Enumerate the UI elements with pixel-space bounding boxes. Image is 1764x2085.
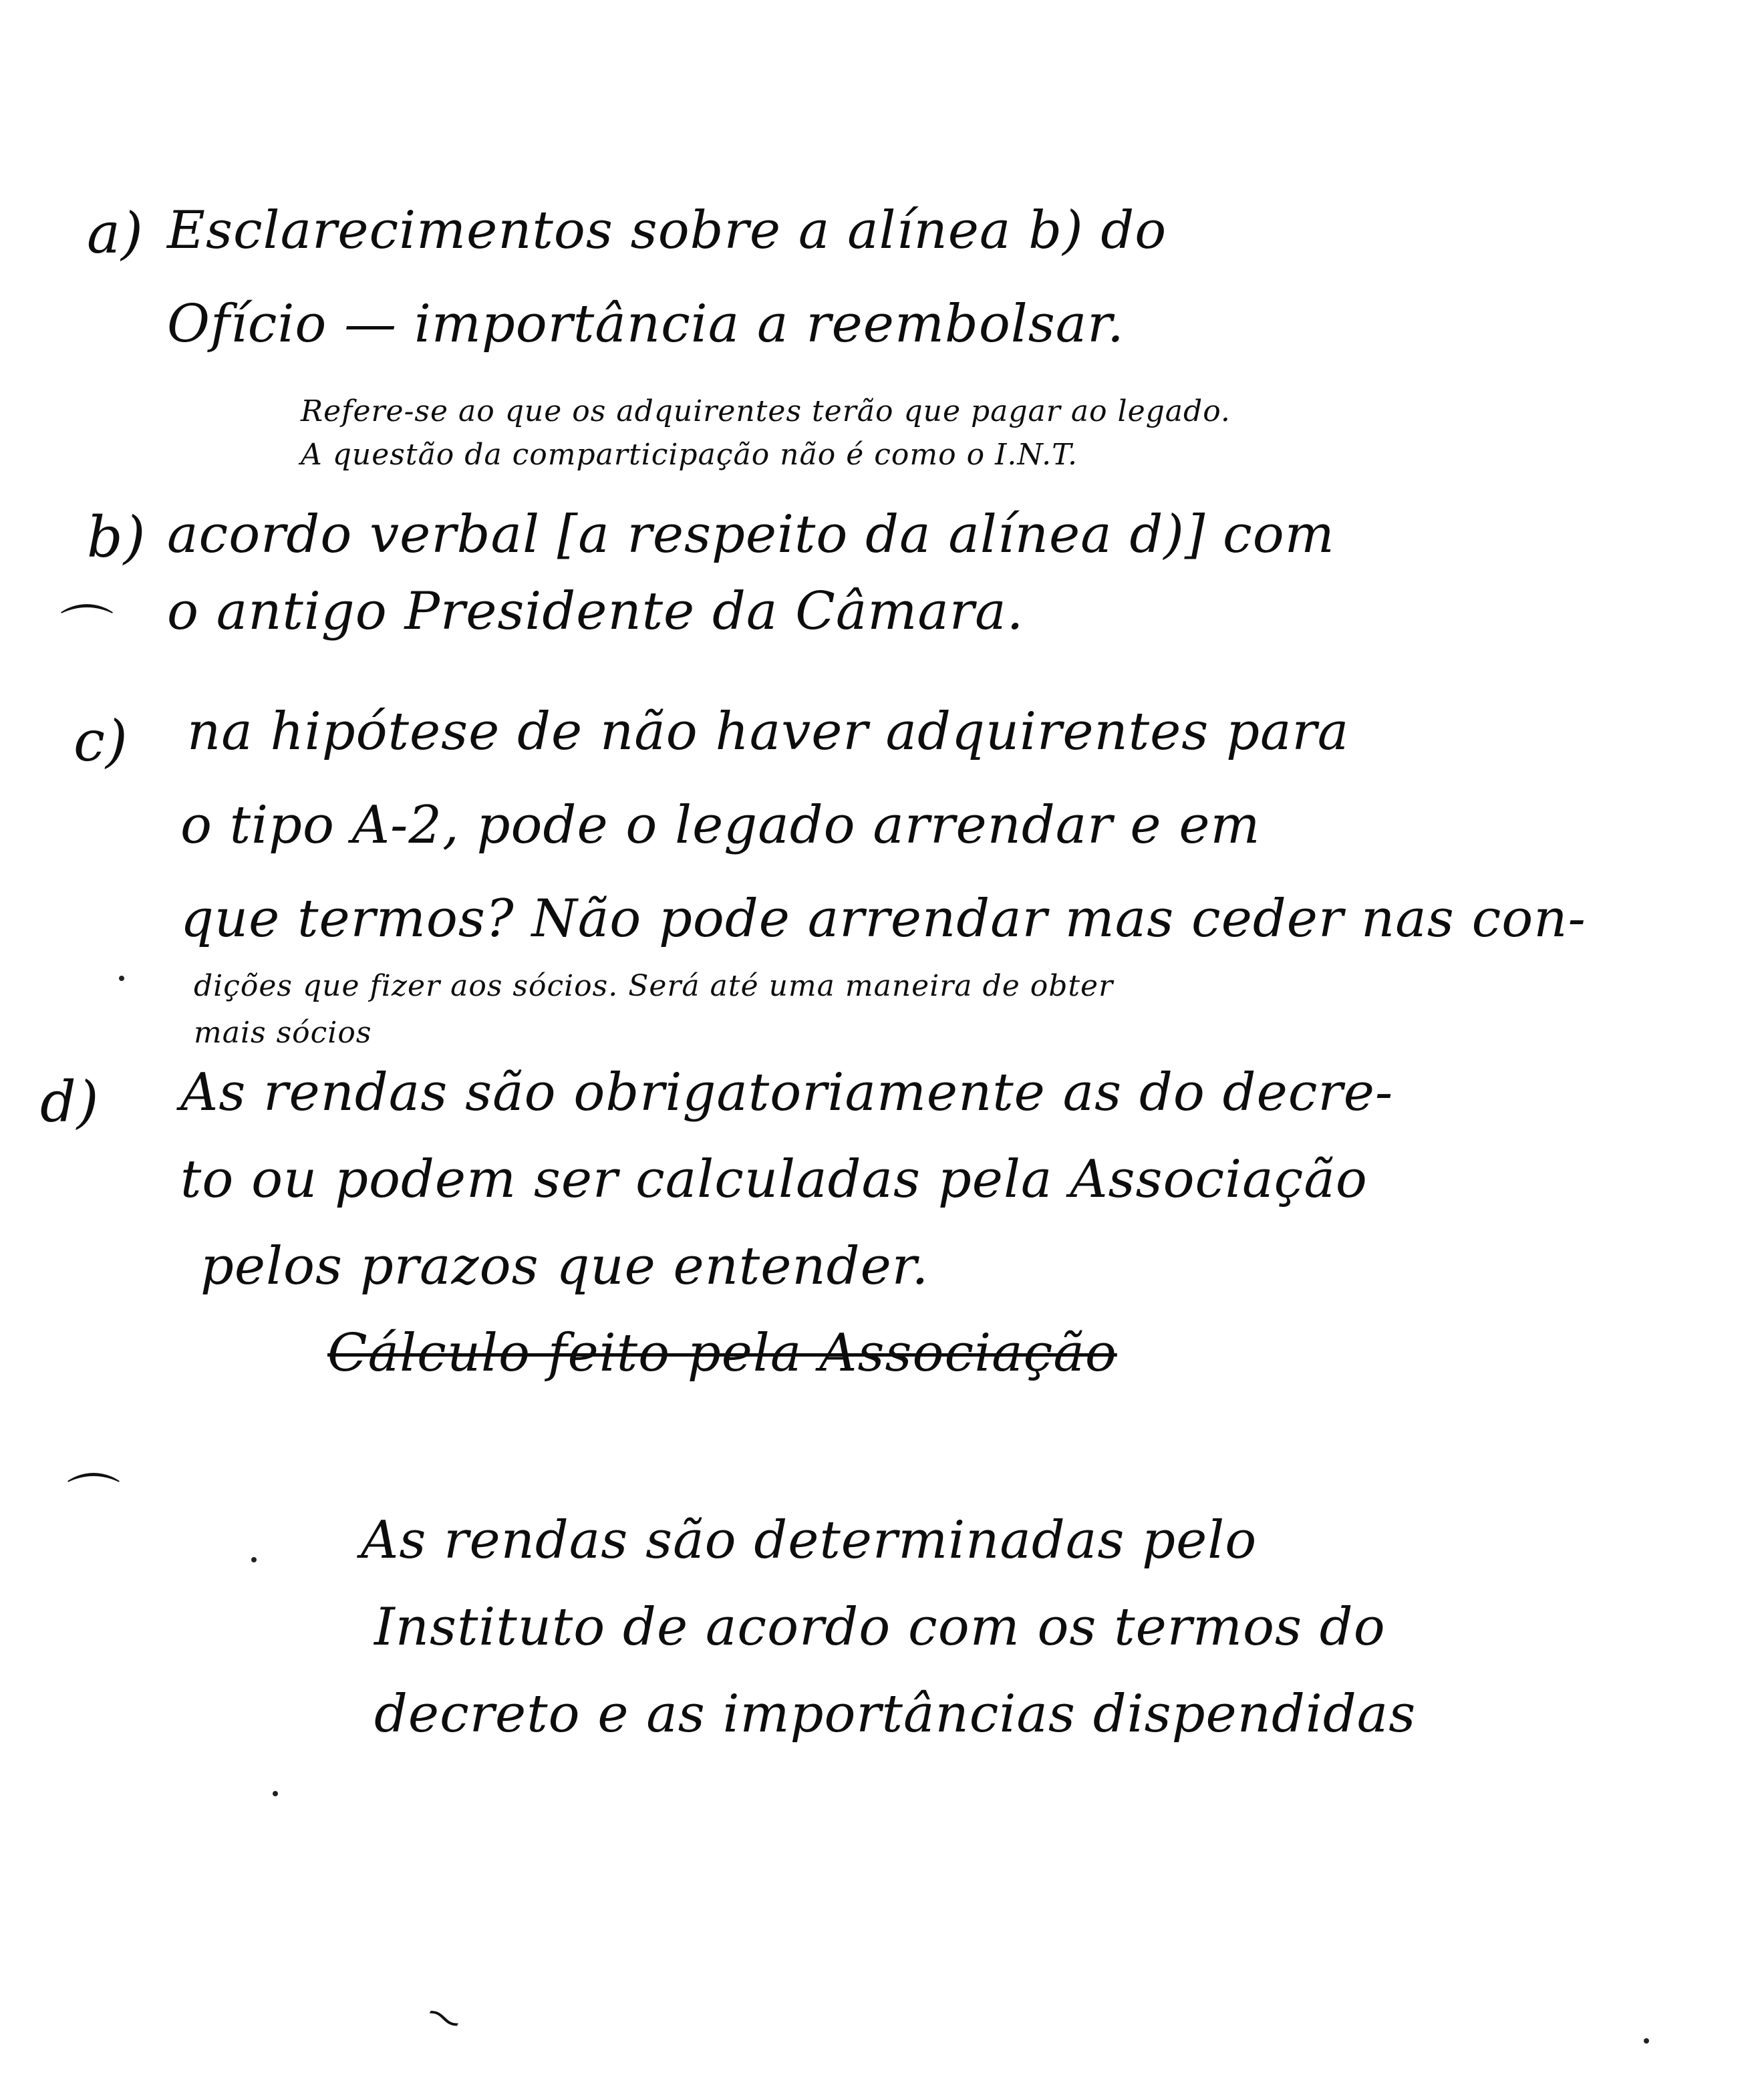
answer-line-1: As rendas são determinadas pelo <box>361 1510 1258 1570</box>
item-c-marker: c) <box>74 708 128 774</box>
stray-dot <box>251 1557 257 1562</box>
item-a-line-1: Esclarecimentos sobre a alínea b) do <box>167 200 1167 261</box>
item-a-line-2: Ofício — importância a reembolsar. <box>167 294 1125 354</box>
stray-dot <box>1644 2038 1649 2044</box>
item-c-line-3: que termos? Não pode arrendar mas ceder nas con- <box>180 889 1586 949</box>
stray-dot <box>119 976 124 981</box>
item-c-line-1: na hipótese de não haver adquirentes para <box>187 702 1350 762</box>
stray-mark: ⁓ <box>420 1992 469 2043</box>
item-b-line-1: acordo verbal [a respeito da alínea d)] com <box>167 505 1335 565</box>
item-a-marker: a) <box>87 200 144 266</box>
item-d-line-2: to ou podem ser calculadas pela Associação <box>180 1149 1368 1210</box>
item-b-line-2: o antigo Presidente da Câmara. <box>167 581 1024 642</box>
item-b-marker: b) <box>87 505 146 570</box>
item-a-note-1: Refere-se ao que os adquirentes terão que pagar ao legado. <box>301 394 1231 428</box>
item-d-line-3: pelos prazos que entender. <box>200 1236 929 1296</box>
answer-line-2: Instituto de acordo com os termos do <box>374 1597 1386 1657</box>
item-d-marker: d) <box>40 1069 100 1135</box>
item-c-line-4: dições que fizer aos sócios. Será até uma maneira de obter <box>194 969 1114 1003</box>
item-a-note-2: A questão da comparticipação não é como o I.N.T. <box>301 438 1078 472</box>
item-c-line-5: mais sócios <box>194 1016 372 1050</box>
item-c-line-2: o tipo A-2, pode o legado arrendar e em <box>180 795 1261 855</box>
margin-mark-b: ⌒ <box>60 600 114 662</box>
stray-dot <box>273 1791 278 1796</box>
item-d-line-1: As rendas são obrigatoriamente as do decre- <box>180 1063 1394 1123</box>
item-d-struck-line: Cálculo feito pela Associação <box>327 1323 1117 1383</box>
answer-line-3: decreto e as importâncias dispendidas <box>374 1684 1417 1744</box>
margin-mark-answer: ⌒ <box>67 1469 120 1531</box>
